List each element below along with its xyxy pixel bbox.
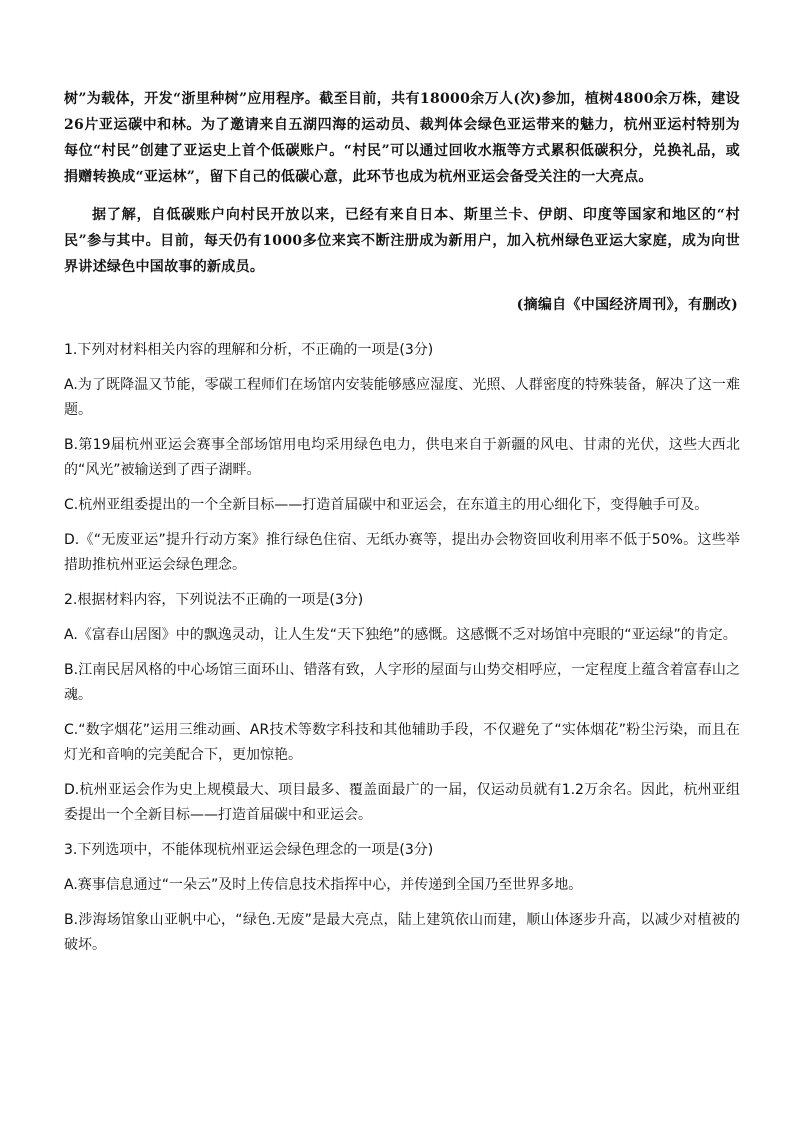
document-page xyxy=(64,86,740,968)
reading-passage xyxy=(64,86,740,318)
question-3-option-b: B.涉海场馆象山亚帆中心，“绿色.无废”是最大亮点，陆上建筑依山而建，顺山体逐步升高，以减少对植被的破坏。 xyxy=(64,912,740,953)
question-3-stem: 3.下列选项中，不能体现杭州亚运会绿色理念的一项是(3分) xyxy=(64,842,434,858)
question-1-option-c: C.杭州亚组委提出的一个全新目标——打造首届碳中和亚运会，在东道主的用心细化下，变得触手可及。 xyxy=(64,497,709,513)
passage-paragraph-1: 树”为载体，开发“浙里种树”应用程序。截至目前，共有18000余万人(次)参加，植树4800余万株，建设26片亚运碳中和林。为了邀请来自五湖四海的运动员、裁判体会绿色亚运带来的魅力，杭州亚运村特别为每位“村民”创建了亚运史上首个低碳账户。“村民”可以通过回收水瓶等方式累积低碳积分，兑换礼品，或捐赠转换成“亚运林”，留下自己的低碳心意，此环节也成为杭州亚运会备受关注的一大亮点。 xyxy=(64,91,740,185)
question-1-option-a: A.为了既降温又节能，零碳工程师们在场馆内安装能够感应湿度、光照、人群密度的特殊装备，解决了这一难题。 xyxy=(64,377,740,418)
question-2-option-c: C.“数字烟花”运用三维动画、AR技术等数字科技和其他辅助手段，不仅避免了“实体烟花”粉尘污染，而且在灯光和音响的完美配合下，更加惊艳。 xyxy=(64,722,740,763)
passage-paragraph-2: 据了解，自低碳账户向村民开放以来，已经有来自日本、斯里兰卡、伊朗、印度等国家和地区的“村民”参与其中。目前，每天仍有1000多位来宾不断注册成为新用户，加入杭州绿色亚运大家庭，成为向世界讲述绿色中国故事的新成员。 xyxy=(64,207,740,275)
question-2-option-b: B.江南民居风格的中心场馆三面环山、错落有致，人字形的屋面与山势交相呼应，一定程度上蕴含着富春山之魂。 xyxy=(64,662,740,703)
question-1-stem: 1.下列对材料相关内容的理解和分析，不正确的一项是(3分) xyxy=(64,342,434,358)
question-list xyxy=(64,338,740,958)
question-2-option-d: D.杭州亚运会作为史上规模最大、项目最多、覆盖面最广的一届，仅运动员就有1.2万余名。因此，杭州亚组委提出一个全新目标——打造首届碳中和亚运会。 xyxy=(64,782,740,823)
passage-source: (摘编自《中国经济周刊》，有删改) xyxy=(516,297,738,313)
question-2-stem: 2.根据材料内容，下列说法不正确的一项是(3分) xyxy=(64,592,364,608)
question-1-option-d: D.《“无废亚运”提升行动方案》推行绿色住宿、无纸办赛等，提出办会物资回收利用率不低于50%。这些举措助推杭州亚运会绿色理念。 xyxy=(64,532,740,573)
question-1-option-b: B.第19届杭州亚运会赛事全部场馆用电均采用绿色电力，供电来自于新疆的风电、甘肃的光伏，这些大西北的“风光”被输送到了西子湖畔。 xyxy=(64,437,740,478)
question-3-option-a: A.赛事信息通过“一朵云”及时上传信息技术指挥中心，并传递到全国乃至世界多地。 xyxy=(64,877,583,893)
question-2-option-a: A.《富春山居图》中的飘逸灵动，让人生发“天下独绝”的感慨。这感慨不乏对场馆中亮眼的“亚运绿”的肯定。 xyxy=(64,627,737,643)
